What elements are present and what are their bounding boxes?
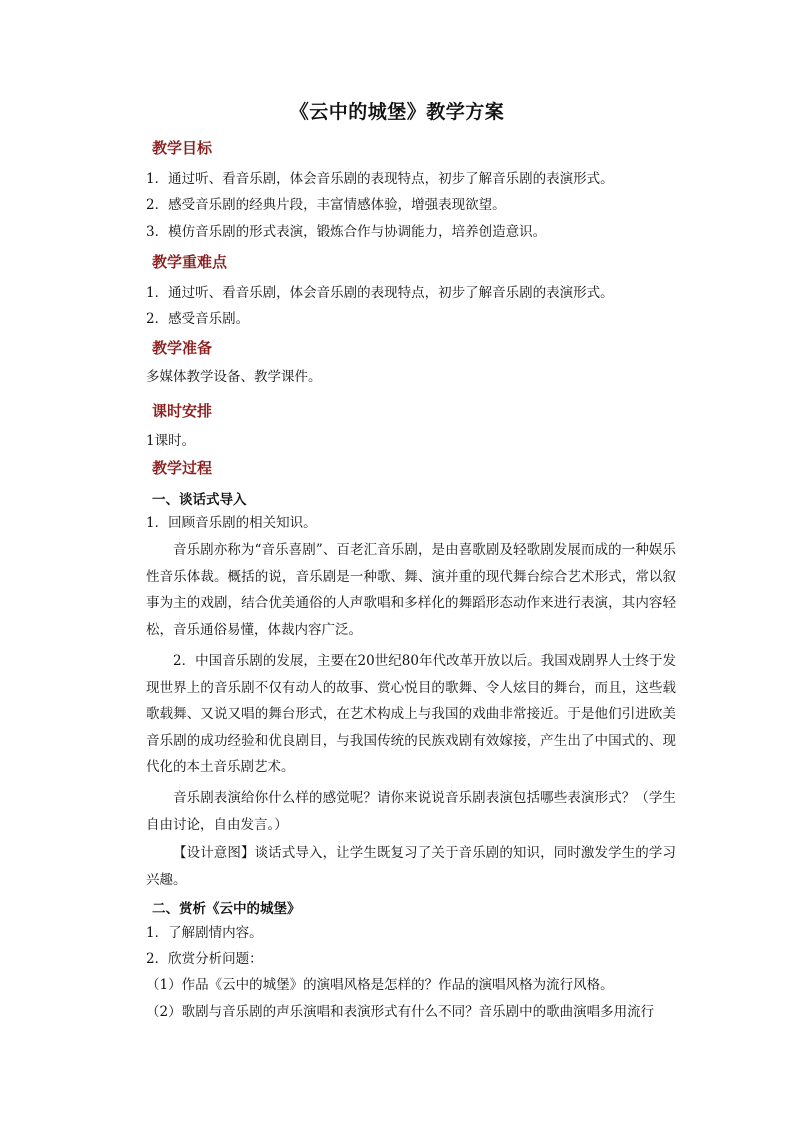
- question-1: （1）作品《云中的城堡》的演唱风格是怎样的？作品的演唱风格为流行风格。: [146, 977, 614, 993]
- heading-process: 教学过程: [152, 459, 213, 477]
- schedule-text: 1课时。: [146, 433, 196, 449]
- subheading-appreciation: 二、赏析《云中的城堡》: [152, 901, 301, 917]
- design-intent-paragraph: 【设计意图】谈话式导入，让学生既复习了关于音乐剧的知识，同时激发学生的学习兴趣。: [146, 845, 676, 888]
- appreciation-step-2: 2．欣赏分析问题：: [146, 951, 263, 967]
- goal-item-1: 1．通过听、看音乐剧，体会音乐剧的表现特点，初步了解音乐剧的表演形式。: [146, 171, 614, 187]
- heading-schedule: 课时安排: [152, 402, 213, 420]
- appreciation-step-1: 1．了解剧情内容。: [146, 925, 263, 941]
- intro-paragraph-1: 音乐剧亦称为“音乐喜剧”、百老汇音乐剧，是由喜歌剧及轻歌剧发展而成的一种娱乐性音乐体裁。概括的说，音乐剧是一种歌、舞、演并重的现代舞台综合艺术形式，常以叙事为主的戏剧，结合优美通俗的人声歌唱和多样化的舞蹈形态动作来进行表演，其内容轻松，音乐通俗易懂，体裁内容广泛。: [146, 542, 676, 638]
- heading-preparation: 教学准备: [152, 339, 213, 357]
- intro-paragraph-2: 2．中国音乐剧的发展，主要在20世纪80年代改革开放以后。我国戏剧界人士终于发现世界上的音乐剧不仅有动人的故事、赏心悦目的歌舞、令人炫目的舞台，而且，这些载歌载舞、又说又唱的舞台形式，在艺术构成上与我国的戏曲非常接近。于是他们引进欧美音乐剧的成功经验和优良剧目，与我国传统的民族戏剧有效嫁接，产生出了中国式的、现代化的本土音乐剧艺术。: [146, 653, 676, 775]
- goal-item-2: 2．感受音乐剧的经典片段，丰富情感体验，增强表现欲望。: [146, 197, 506, 213]
- question-2: （2）歌剧与音乐剧的声乐演唱和表演形式有什么不同？音乐剧中的歌曲演唱多用流行: [146, 1004, 655, 1020]
- key-point-item-2: 2．感受音乐剧。: [146, 311, 250, 327]
- key-point-item-1: 1．通过听、看音乐剧，体会音乐剧的表现特点，初步了解音乐剧的表演形式。: [146, 285, 614, 301]
- heading-teaching-goals: 教学目标: [152, 139, 213, 157]
- heading-key-points: 教学重难点: [152, 253, 228, 271]
- preparation-text: 多媒体教学设备、教学课件。: [146, 369, 322, 385]
- intro-step-1: 1．回顾音乐剧的相关知识。: [146, 515, 317, 531]
- document-title: 《云中的城堡》教学方案: [289, 101, 505, 123]
- intro-paragraph-3: 音乐剧表演给你什么样的感觉呢？请你来说说音乐剧表演包括哪些表演形式？（学生自由讨论，自由发言。）: [146, 790, 676, 833]
- subheading-intro: 一、谈话式导入: [152, 492, 247, 508]
- goal-item-3: 3．模仿音乐剧的形式表演，锻炼合作与协调能力，培养创造意识。: [146, 224, 547, 240]
